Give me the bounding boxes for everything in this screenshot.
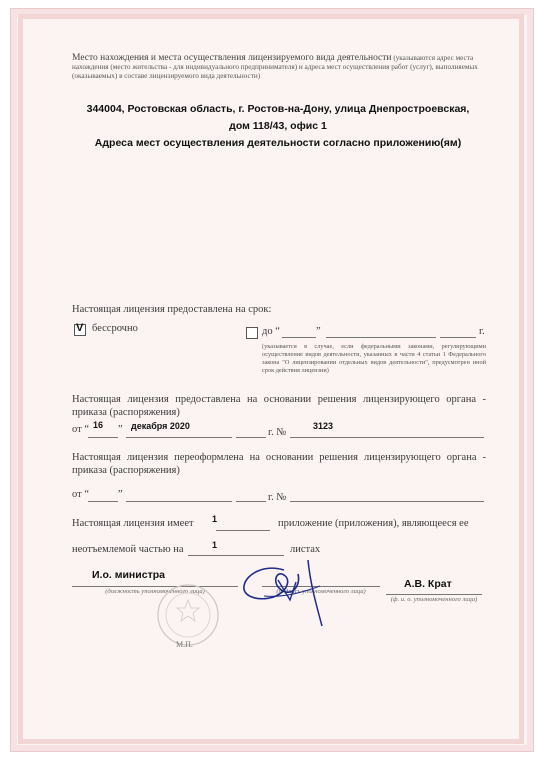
name-caption: (ф. и. о. уполномоченного лица) [390,596,478,603]
stamp-label: М.П. [176,640,193,649]
location-label: Место нахождения и места осуществления лицензируемого вида деятельности [72,53,392,63]
address-line-3: Адреса мест осуществления деятельности согласно приложению(ям) [94,137,462,149]
until-label: до “ [262,326,280,337]
reissue-day-line [88,501,118,502]
address-line-2: дом 118/43, офис 1 [229,120,327,132]
reissue-month-line [126,501,232,502]
basis-year-suffix: г. № [268,427,287,438]
basis-day: 16 [93,420,104,430]
address-block [72,101,484,152]
position-caption: (должность уполномоченного лица) [105,588,205,595]
name-line [386,594,482,595]
reissue-quote-close: ” [118,489,123,500]
basis-month-line [126,437,232,438]
attachment-mid-label: приложение (приложения), являющееся ее [278,518,469,529]
basis-number: 3123 [313,421,334,431]
reissue-year-line [236,501,266,502]
until-month-line [326,337,436,338]
attachment-part-label: неотъемлемой частью на [72,544,184,555]
checkmark: V [76,322,84,334]
attachment-has-label: Настоящая лицензия имеет [72,518,194,529]
basis-text: Настоящая лицензия предоставлена на основании решения лицензирующего органа - приказа (распоряжения) [72,394,486,418]
basis-quote-close: ” [118,424,123,435]
basis-number-line [290,437,484,438]
basis-from: от “ [72,424,89,435]
location-hint: (указываются адрес места нахождения (место жительства - для индивидуального предпринимателя) и адреса мест осуществления работ (услуг), выполняемых (оказываемых) в составе лицензируемого вида деятельности) [72,54,478,80]
reissue-number-line [290,501,484,502]
attachment-sheets: 1 [212,540,218,550]
attachment-sheets-label: листах [290,544,321,555]
address-line-1: 344004, Ростовская область, г. Ростов-на-Дону, улица Днепростроевская, [86,103,470,115]
until-checkbox[interactable] [246,327,258,339]
basis-month-year: декабря 2020 [131,421,190,431]
signer-name: А.В. Крат [404,578,452,590]
reissue-year-suffix: г. № [268,492,287,503]
term-note: (указывается в случае, если федеральными законами, регулирующими осуществление видов деятельности, указанных в части 4 статьи 1 Федерального закона "О лицензировании отдельных видов деятельности", предусмотрен иной срок действия лицензии) [262,343,486,374]
attachment-count-line [216,530,270,531]
sign-caption: (подпись уполномоченного лица) [276,588,366,595]
until-quote-close: ” [316,326,321,337]
basis-year-line [236,437,266,438]
indefinite-checkbox[interactable] [74,324,86,336]
term-label: Настоящая лицензия предоставлена на срок: [72,304,272,315]
handwritten-signature [234,552,334,632]
signer-position: И.о. министра [92,569,165,581]
attachment-count: 1 [212,514,218,524]
reissue-text: Настоящая лицензия переоформлена на основании решения лицензирующего органа - приказа (распоряжения) [72,452,486,476]
until-year-line [440,337,476,338]
basis-day-line [88,437,118,438]
stamp-seal [155,582,221,648]
reissue-from: от “ [72,489,89,500]
location-header [72,54,484,81]
indefinite-label: бессрочно [92,323,138,334]
until-day-line [282,337,316,338]
until-year-suffix: г. [479,326,485,337]
